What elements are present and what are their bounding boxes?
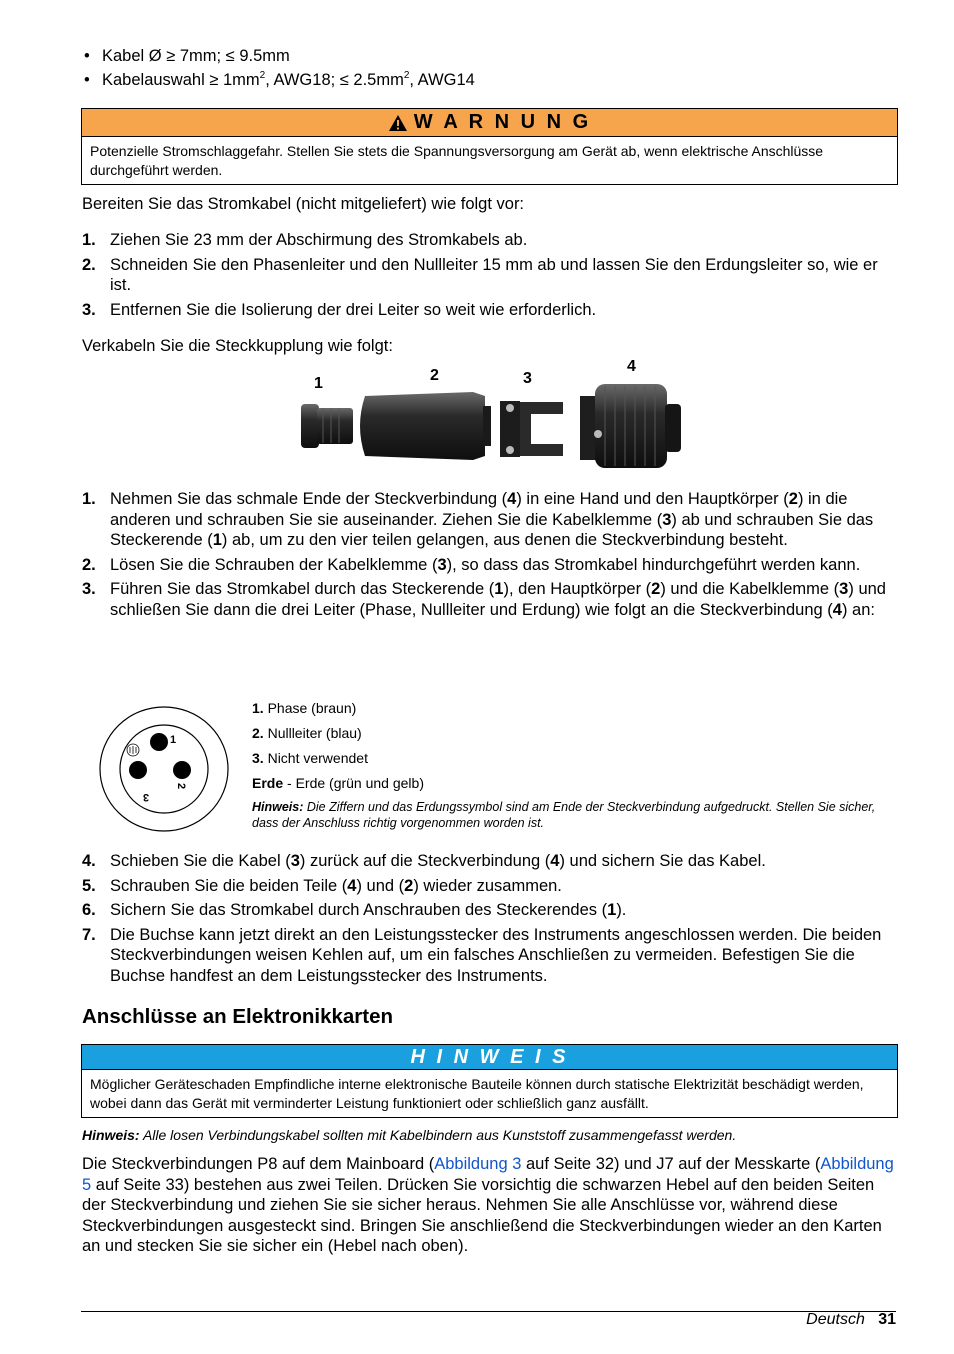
- legend-item: 3. Nicht verwendet: [252, 750, 368, 766]
- step-item: [82, 255, 897, 296]
- connector-parts-illustration: [295, 356, 685, 468]
- figure-label: 3: [523, 370, 532, 387]
- final-paragraph: Die Steckverbindungen P8 auf dem Mainboard (Abbildung 3 auf Seite 32) und J7 auf der Messkarte (Abbildung 5 auf Seite 33) bestehen aus zwei Teilen. Drücken Sie vorsichtig die schwarzen Hebel auf den beiden Seiten der Steckverbindung und ziehen Sie sie sicher heraus. Nehmen Sie alle Anschlüsse vor, während diese Steckverbindungen ausgesteckt sind. Bringen Sie anschließend die Steckverbindungen wieder an den Karten an und stecken Sie sie sicher ein (Hebel nach oben).: [82, 1155, 894, 1255]
- step-number: 2.: [82, 555, 96, 574]
- step-item: [82, 851, 897, 872]
- step-number: 1.: [82, 231, 96, 249]
- step-text: Lösen Sie die Schrauben der Kabelklemme (3), so dass das Stromkabel hindurchgeführt werden kann.: [110, 555, 861, 574]
- step-number: 3.: [82, 580, 96, 598]
- section-heading: Anschlüsse an Elektronikkarten: [82, 1005, 394, 1028]
- hint-note: [82, 1127, 736, 1143]
- notice-box: [81, 1044, 898, 1118]
- legend-item: Erde - Erde (grün und gelb): [252, 775, 424, 791]
- warning-header: [82, 109, 897, 137]
- page-footer: [806, 1311, 896, 1329]
- step-number: 5.: [82, 876, 96, 895]
- legend-item: 2. Nullleiter (blau): [252, 725, 362, 741]
- wiring-steps-list: [82, 489, 897, 624]
- step-number: 2.: [82, 255, 96, 274]
- step-item: [82, 300, 897, 321]
- list-item: [82, 46, 902, 70]
- step-item: [82, 555, 897, 576]
- bullet: •: [84, 71, 90, 89]
- step-item: [82, 876, 897, 897]
- prep-intro: Bereiten Sie das Stromkabel (nicht mitgeliefert) wie folgt vor:: [82, 195, 525, 213]
- figure-5-link[interactable]: Abbildung 5: [82, 1155, 894, 1194]
- hint-key: Hinweis:: [82, 1127, 140, 1143]
- footer-language: Deutsch: [806, 1311, 865, 1328]
- connector-parts-figure: [295, 356, 685, 468]
- step-number: 1.: [82, 490, 96, 508]
- step-text: Sichern Sie das Stromkabel durch Anschrauben des Steckerendes (1).: [110, 901, 627, 919]
- step-item: [82, 579, 897, 620]
- step-text: Schneiden Sie den Phasenleiter und den Nullleiter 15 mm ab und lassen Sie den Erdungsleiter so, wie er ist.: [110, 255, 878, 294]
- warning-triangle-icon: [388, 114, 408, 132]
- step-item: [82, 489, 897, 551]
- figure-label: 2: [430, 367, 439, 384]
- step-text: Führen Sie das Stromkabel durch das Steckerende (1), den Hauptkörper (2) und die Kabelklemme (3) und schließen Sie dann die drei Leiter (Phase, Nullleiter und Erdung) wie folgt an die Steckverbindung (4) an:: [110, 580, 886, 619]
- main-body-part: [360, 392, 491, 460]
- step-number: 7.: [82, 925, 96, 944]
- page-number: 31: [878, 1311, 896, 1328]
- prep-steps-list: [82, 230, 897, 324]
- footer-divider: [81, 1311, 896, 1312]
- pin-diagram: [98, 705, 234, 833]
- warning-box: [81, 108, 898, 185]
- step-item: [82, 230, 897, 251]
- step-text: Schieben Sie die Kabel (3) zurück auf die Steckverbindung (4) und sichern Sie das Kabel.: [110, 852, 766, 870]
- step-text: Nehmen Sie das schmale Ende der Steckverbindung (4) in eine Hand und den Hauptkörper (2) in die anderen und schrauben Sie sie auseinander. Ziehen Sie die Kabelklemme (3) ab und schrauben Sie das Steckerende (1) ab, um zu den vier teilen gelangen, aus denen die Steckverbindung besteht.: [110, 490, 874, 549]
- bullet: •: [84, 47, 90, 65]
- step-text: Entfernen Sie die Isolierung der drei Leiter so weit wie erforderlich.: [110, 300, 597, 319]
- figure-label: 1: [314, 375, 323, 392]
- cable-spec-list: [82, 46, 902, 94]
- socket-part: [580, 384, 681, 468]
- step-text: Schrauben Sie die beiden Teile (4) und (2) wieder zusammen.: [110, 876, 562, 895]
- warning-text: Potenzielle Stromschlaggefahr. Stellen Sie stets die Spannungsversorgung am Gerät ab, wenn elektrische Anschlüsse durchgeführt werden.: [90, 143, 824, 178]
- notice-text: Möglicher Geräteschaden Empfindliche interne elektronische Bauteile können durch statische Elektrizität beschädigt werden, wobei dann das Gerät mit verminderter Leistung funktioniert oder schließlich ganz ausfällt.: [90, 1076, 864, 1111]
- list-item-text: Kabelauswahl ≥ $1mm^2$, AWG18; ≤ $2.5mm^2$, AWG14: [102, 70, 475, 89]
- pin-label: 2: [175, 782, 188, 790]
- step-number: 6.: [82, 901, 96, 919]
- warning-title: W A R N U N G: [413, 111, 592, 133]
- step-number: 3.: [82, 300, 96, 319]
- step-number: 4.: [82, 852, 96, 870]
- step-item: [82, 925, 897, 987]
- wiring-steps-list-continued: [82, 851, 897, 990]
- list-item: [82, 70, 902, 94]
- figure-3-link[interactable]: Abbildung 3: [434, 1155, 522, 1173]
- pin-layout-illustration: [98, 705, 234, 833]
- cable-clamp-part: [500, 401, 563, 457]
- pin-label: 3: [143, 791, 150, 803]
- plug-end-part: [301, 404, 353, 448]
- notice-header: [82, 1045, 897, 1070]
- legend-hint: Hinweis: Die Ziffern und das Erdungssymbol sind am Ende der Steckverbindung aufgedruckt. Stellen Sie sicher, dass der Anschluss richtig vorgenommen worden ist.: [252, 800, 876, 830]
- step-item: [82, 900, 897, 921]
- pin-label: 1: [170, 734, 177, 746]
- notice-title: H I N W E I S: [410, 1045, 569, 1068]
- list-item-text: Kabel Ø ≥ 7mm; ≤ 9.5mm: [102, 47, 290, 65]
- pin-legend: [252, 699, 897, 831]
- step-text: Die Buchse kann jetzt direkt an den Leistungsstecker des Instruments angeschlossen werden. Die beiden Steckverbindungen weisen Kehlen auf, um ein falsches Anschließen zu vermeiden. Befestigen Sie die Buchse handfest an dem Leistungsstecker des Instruments.: [110, 925, 882, 985]
- hint-text: Alle losen Verbindungskabel sollten mit Kabelbindern aus Kunststoff zusammengefasst werden.: [139, 1127, 737, 1143]
- step-text: Ziehen Sie 23 mm der Abschirmung des Stromkabels ab.: [110, 231, 528, 249]
- figure-label: 4: [627, 358, 636, 375]
- wire-intro: Verkabeln Sie die Steckkupplung wie folgt:: [82, 337, 393, 355]
- legend-item: 1. Phase (braun): [252, 700, 357, 716]
